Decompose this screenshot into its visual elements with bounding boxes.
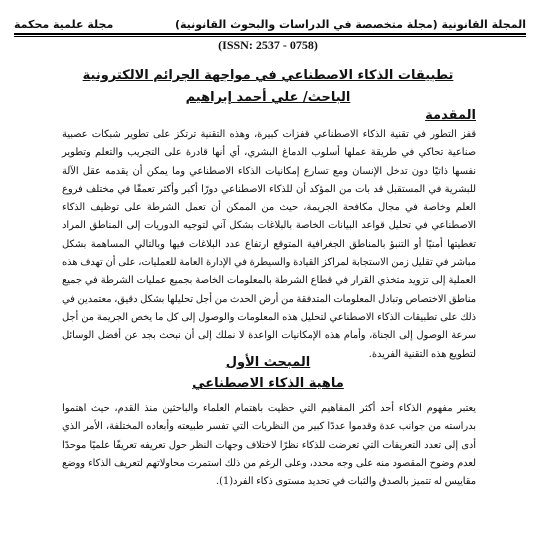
section-heading: المبحث الأول (225, 355, 311, 370)
section-subheading: ماهية الذكاء الاصطناعي (192, 376, 344, 391)
section-paragraph: يعتبر مفهوم الذكاء أحد أكثر المفاهيم التي حظيت باهتمام العلماء والباحثين منذ القدم، حيث اهتموا بدراسته من جوانب عدة وقدموا عددًا كبير من النظريات التي تفسر طبيعته وأبعاده المختلفة، الأمر الذي أدى إلى تعدد التعريفات التي تعرضت للذكاء نظرًا لاختلاف وجهات النظر حول تعريفه تعريفًا علميًا موحدًا لعدم وضوح المقصود منه على وجه محدد، وعلى الرغم من ذلك استمرت محاولاتهم لتعريف الذكاء ووضع مقاييس له تتميز بالصدق والثبات في تحديد مستوى ذكاء الفرد(1). (62, 403, 476, 488)
header-rule-thick (14, 33, 526, 35)
article-author: الباحث/ علي أحمد إبراهيم (185, 90, 351, 105)
journal-tag: مجلة علمية محكمة (14, 17, 114, 31)
journal-title: المجلة القانونية (مجلة متخصصة في الدراسات والبحوث القانونية) (174, 17, 526, 31)
intro-heading: المقدمة (425, 108, 476, 123)
issn-number: (ISSN: 2537 - 0758) (218, 38, 318, 52)
article-title: تطبيقات الذكاء الاصطناعي في مواجهة الجرائم الالكترونية (82, 68, 454, 83)
intro-paragraph: قفز التطور في تقنية الذكاء الاصطناعي قفزات كبيرة، وهذه التقنية ترتكز على تطوير شبكات عصبية صناعية تحاكي في طريقة عملها أسلوب الدماغ البشري، أي أنها قادرة على التجريب والتعلم وتطوير نفسها ذاتيًا دون تدخل الإنسان ومع تسارع إمكانيات الذكاء الاصطناعي وما يمكن أن يقدمه عقل الآلة للبشرية في المستقبل قد بات من المؤكد أن للذكاء الاصطناعي دورًا أكبر وأكثر تعمقًا في مختلف فروع العلم وخاصة في مجال مكافحة الجريمة، حيث من الممكن أن تعمل الشرطة على توظيف الذكاء الاصطناعي في تحليل قواعد البيانات الخاصة بالبلاغات بشكل آني لتوجيه الدوريات إلى المناطق المراد تغطيتها أمنيًا أو التنبؤ بالمناطق الجغرافية المتوقع ارتفاع عدد البلاغات فيها وبالتالي المساهمة بشكل مباشر في تقليل زمن الاستجابة لمراكز القيادة والسيطرة في الإدارة العامة للعمليات، على أن تهدف هذه العملية إلى تزويد متخذي القرار في قطاع الشرطة بالمعلومات الخاصة بجميع عمليات الشرطة في جميع مناطق الاختصاص وتبادل المعلومات المتدفقة من أرض الحدث من أجل تحليلها بشكل دقيق، معتمدين في ذلك على تطبيقات الذكاء الاصطناعي لتحليل هذه المعلومات والوصول إلى كل ما يخص الجريمة من أجل سرعة الوصول إلى الجناة، وأمام هذه الإمكانيات الواعدة لا نملك إلى أن نبحث بجد عن أفضل الوسائل لتطويع هذه التقنية الفريدة. (62, 129, 476, 360)
header-rule-thin (14, 36, 526, 37)
